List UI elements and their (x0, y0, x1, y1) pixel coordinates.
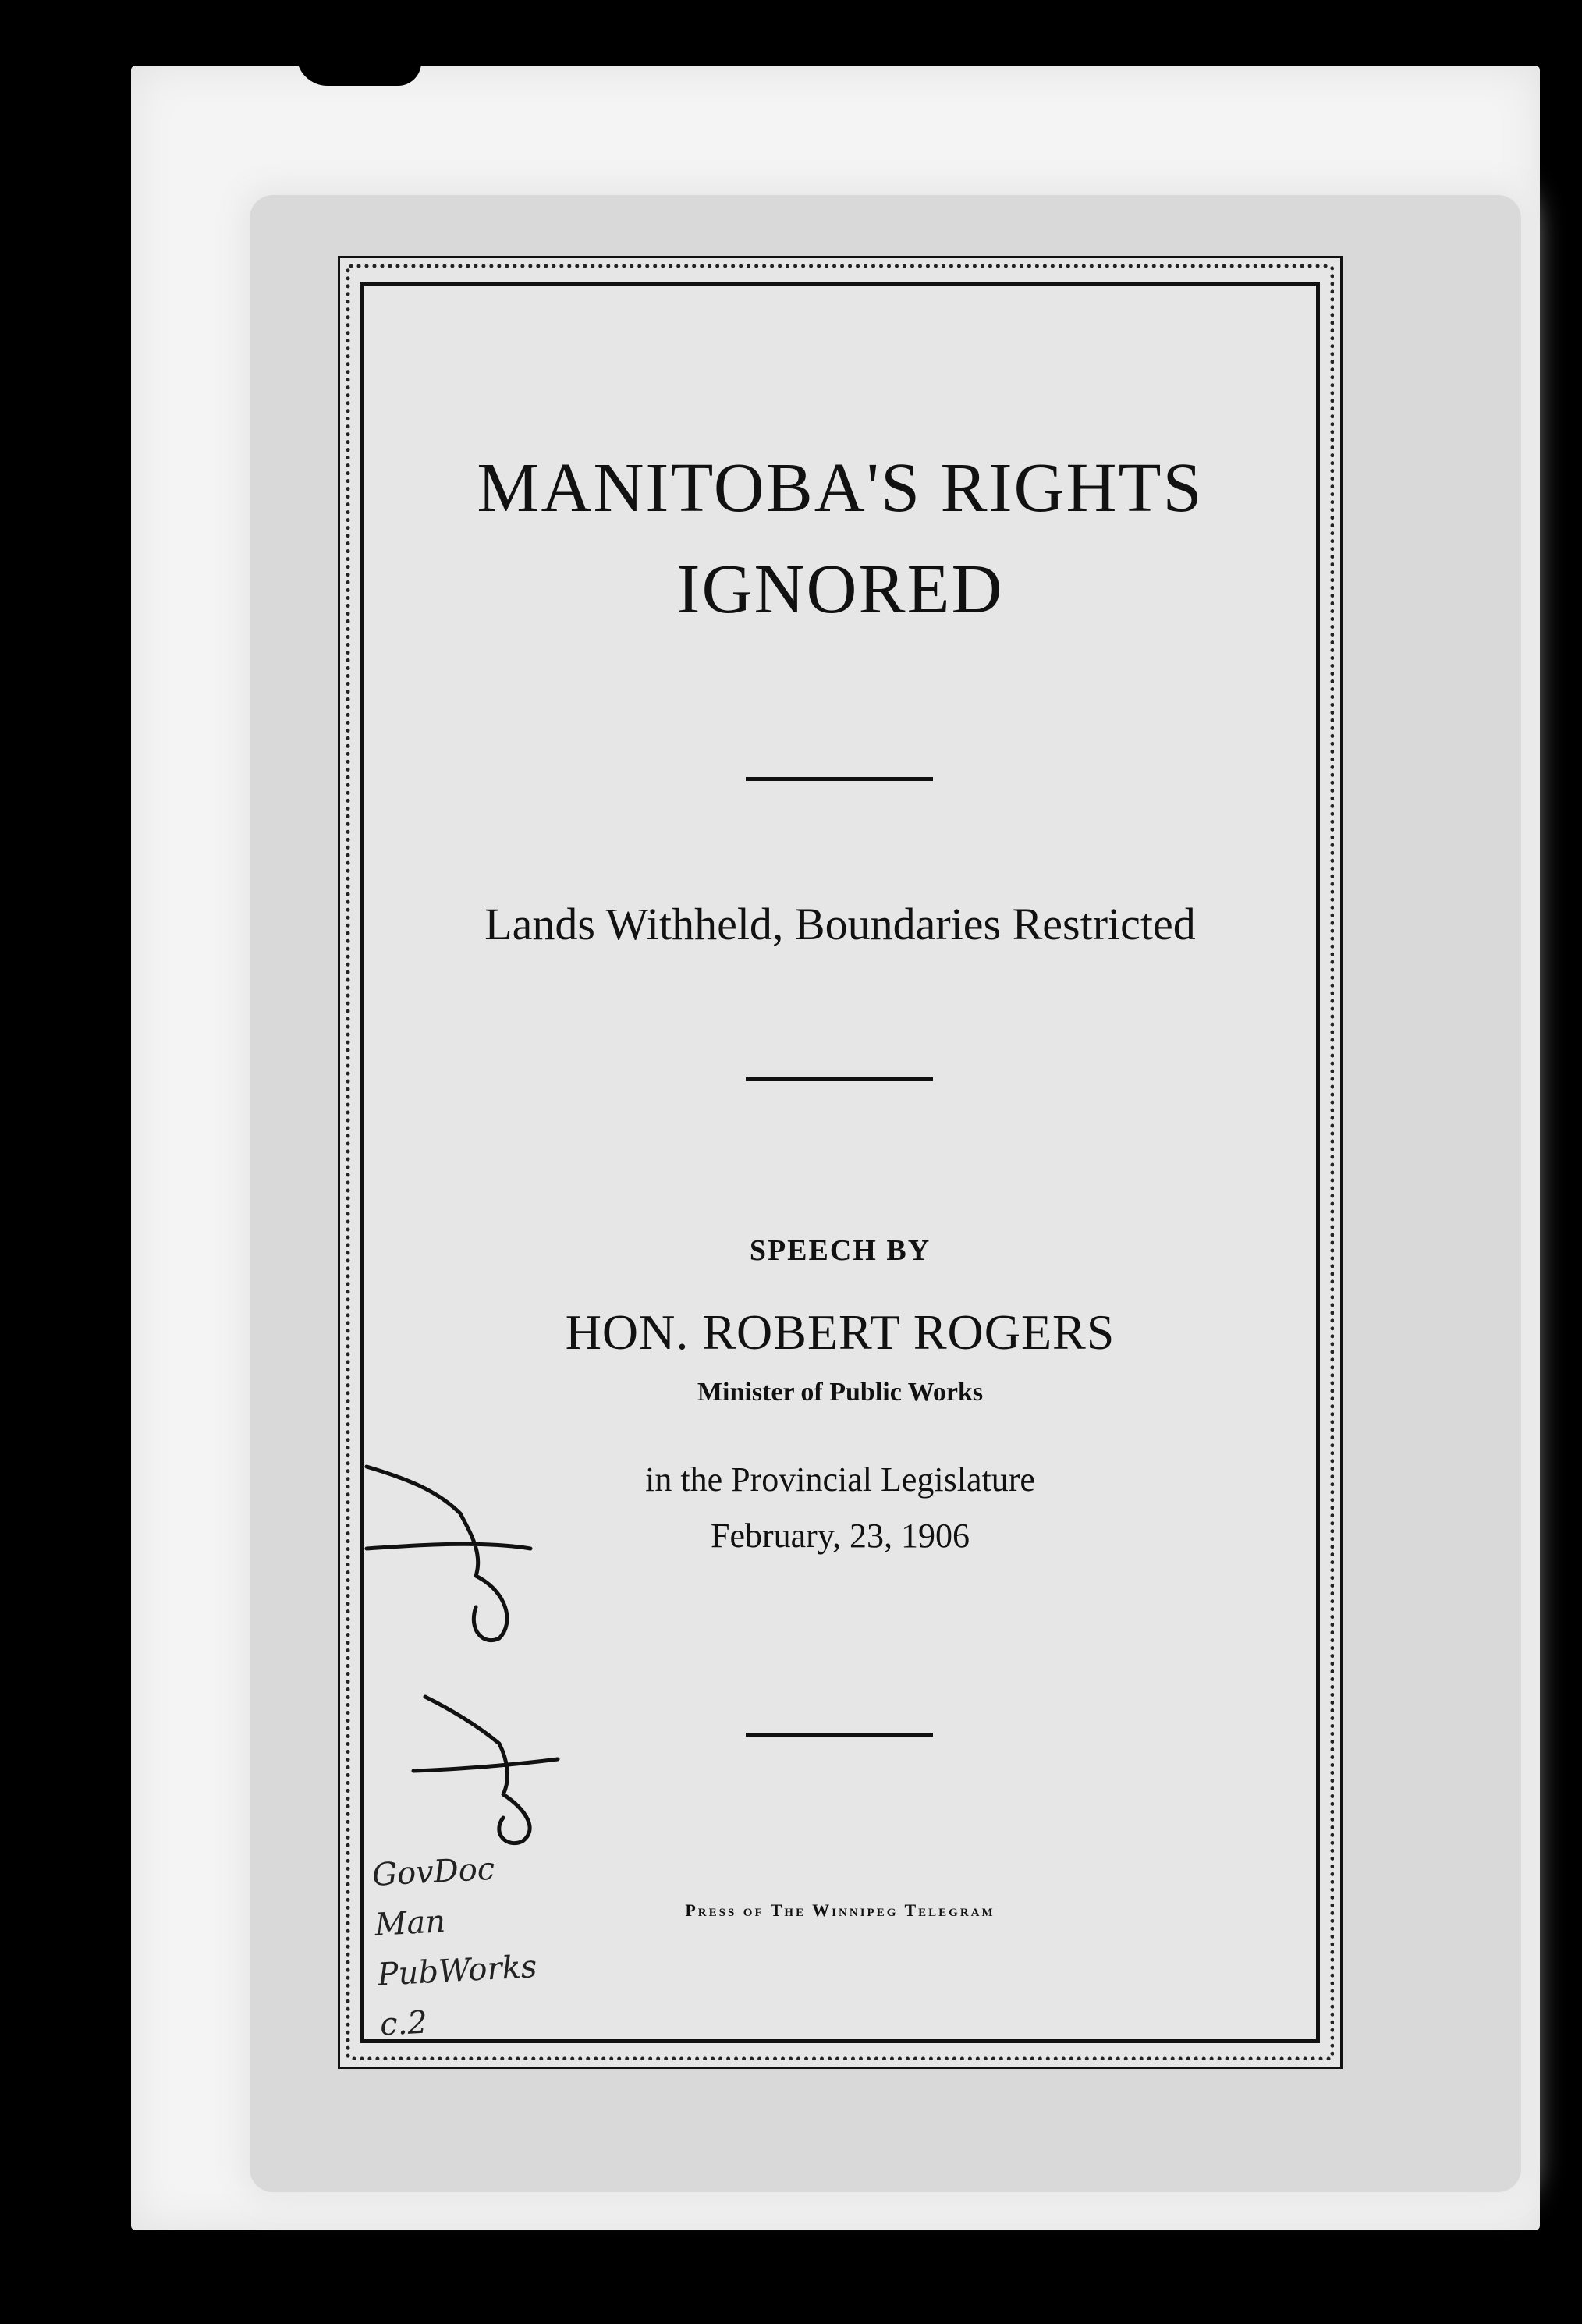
decorative-border (338, 256, 1343, 2069)
handwritten-call-number (371, 1840, 583, 2049)
divider-rule-2 (746, 1077, 933, 1081)
hw-line-4: c.2 (378, 2004, 428, 2043)
speech-venue: in the Provincial Legislature (645, 1460, 1035, 1499)
divider-rule-3 (746, 1733, 933, 1737)
cover-content (340, 258, 1340, 2067)
press-imprint: Press of The Winnipeg Telegram (685, 1900, 995, 1920)
hw-line-1: GovDoc (371, 1850, 496, 1893)
paper-tear (296, 55, 421, 86)
document-title: MANITOBA'S RIGHTS IGNORED (477, 449, 1204, 628)
speaker-name: HON. ROBERT ROGERS (565, 1304, 1116, 1360)
speech-date: February, 23, 1906 (711, 1517, 970, 1555)
hw-line-3: PubWorks (376, 1949, 538, 1993)
hw-line-2: Man (374, 1904, 447, 1943)
document-subtitle: Lands Withheld, Boundaries Restricted (484, 899, 1196, 949)
speaker-role: Minister of Public Works (697, 1378, 984, 1407)
divider-rule-1 (746, 777, 933, 781)
speech-by-label: SPEECH BY (749, 1234, 931, 1267)
